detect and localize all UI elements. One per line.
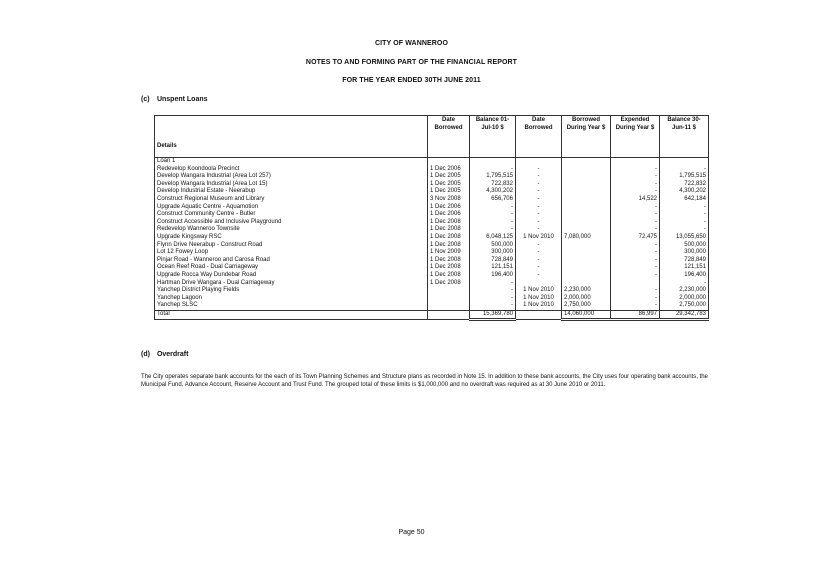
- overdraft-paragraph: The City operates separate bank accounts for the each of its Town Planning Schemes and Structure plans as recorded in Note 15. In addition to these bank accounts, the City uses four operating bank accounts, the Municipal Fund, Advance Account, Reserve Account and Trust Fund. The grouped total of these limits is $1,000,000 and no overdraft was required as at 30 June 2010 or 2011.: [141, 374, 708, 389]
- cell-date-borrowed: 1 Dec 2008: [428, 264, 470, 272]
- cell-expended: -: [611, 181, 660, 189]
- table-header-row: [155, 116, 709, 158]
- cell-balance-close: 2,000,000: [660, 295, 709, 303]
- cell-date-borrowed-2: 1 Nov 2010: [516, 295, 562, 303]
- cell-balance-close: -: [660, 280, 709, 288]
- cell-date-borrowed-2: -: [516, 166, 562, 174]
- cell-balance-close: 642,184: [660, 196, 709, 204]
- cell-date-borrowed-2: -: [516, 204, 562, 212]
- cell-details: Upgrade Aquatic Centre - Aquamotion: [155, 204, 428, 212]
- table-row: [155, 219, 709, 227]
- cell-date-borrowed: 1 Dec 2008: [428, 272, 470, 280]
- cell-details: Ocean Reef Road - Dual Carriageway: [155, 264, 428, 272]
- cell-details: Yanchep District Playing Fields: [155, 287, 428, 295]
- cell-date-borrowed: 1 Dec 2008: [428, 234, 470, 242]
- table-row: [155, 242, 709, 250]
- table-total-row: [155, 310, 709, 320]
- cell-date-borrowed-2: 1 Nov 2010: [516, 302, 562, 310]
- cell-borrowed: 2,750,000: [562, 302, 611, 310]
- cell-date-borrowed-2: -: [516, 188, 562, 196]
- table-row: [155, 188, 709, 196]
- cell-date-borrowed-2: 1 Nov 2010: [516, 287, 562, 295]
- cell-date-borrowed-2: -: [516, 226, 562, 234]
- cell-details: Construct Regional Museum and Library: [155, 196, 428, 204]
- cell-date-borrowed-2: 1 Nov 2010: [516, 234, 562, 242]
- cell-balance-close: 2,230,000: [660, 287, 709, 295]
- cell-borrowed: [562, 249, 611, 257]
- cell-balance-open: -: [470, 219, 516, 227]
- cell-balance-open: 300,000: [470, 249, 516, 257]
- cell-date-borrowed-2: -: [516, 264, 562, 272]
- section-d-title: Overdraft: [156, 351, 189, 358]
- cell-balance-open: -: [470, 166, 516, 174]
- cell-expended: -: [611, 173, 660, 181]
- table-row: [155, 166, 709, 174]
- cell-balance-open: 4,300,202: [470, 188, 516, 196]
- cell-date-borrowed: 1 Dec 2006: [428, 211, 470, 219]
- table-row: [155, 196, 709, 204]
- cell-borrowed: [562, 257, 611, 265]
- cell-borrowed: [562, 280, 611, 288]
- cell-date-borrowed-2: -: [516, 272, 562, 280]
- cell-date-borrowed-2: -: [516, 211, 562, 219]
- total-cell-date-borrowed-2: [516, 310, 562, 320]
- total-cell-details: Total: [155, 310, 428, 320]
- cell-balance-open: -: [470, 226, 516, 234]
- cell-balance-close: 2,750,000: [660, 302, 709, 310]
- table-row: [155, 226, 709, 234]
- cell-expended: -: [611, 295, 660, 303]
- cell-balance-close: 728,849: [660, 257, 709, 265]
- cell-date-borrowed: 1 Dec 2008: [428, 226, 470, 234]
- cell-expended: -: [611, 219, 660, 227]
- cell-borrowed: [562, 226, 611, 234]
- cell-date-borrowed: 1 Dec 2005: [428, 188, 470, 196]
- table-row: [155, 264, 709, 272]
- cell-balance-close: -: [660, 226, 709, 234]
- cell-borrowed: 2,230,000: [562, 287, 611, 295]
- table-row: [155, 280, 709, 288]
- cell-date-borrowed-2: -: [516, 257, 562, 265]
- cell-date-borrowed-2: -: [516, 196, 562, 204]
- table-row: [155, 272, 709, 280]
- cell-borrowed: [562, 196, 611, 204]
- section-d-label: (d): [141, 351, 150, 358]
- cell-balance-close: -: [660, 211, 709, 219]
- table-row: [155, 295, 709, 303]
- cell-details: Yanchep SLSC: [155, 302, 428, 310]
- cell-borrowed: [562, 272, 611, 280]
- cell-details: Flynn Drive Neerabup - Construct Road: [155, 242, 428, 250]
- cell-balance-open: -: [470, 295, 516, 303]
- cell-date-borrowed-2: -: [516, 249, 562, 257]
- section-c-title: Unspent Loans: [156, 96, 208, 103]
- cell-balance-open: 500,000: [470, 242, 516, 250]
- cell-expended: -: [611, 226, 660, 234]
- cell-balance-open: -: [470, 204, 516, 212]
- cell-balance-open: -: [470, 287, 516, 295]
- cell-expended: -: [611, 242, 660, 250]
- cell-details: Loan 1: [155, 158, 428, 166]
- cell-borrowed: [562, 166, 611, 174]
- cell-borrowed: 2,000,000: [562, 295, 611, 303]
- page-number: Page 50: [398, 529, 425, 536]
- cell-expended: [611, 280, 660, 288]
- cell-date-borrowed: [428, 295, 470, 303]
- cell-balance-open: -: [470, 211, 516, 219]
- cell-date-borrowed: 1 Dec 2006: [428, 204, 470, 212]
- cell-details: Develop Industrial Estate - Neerabup: [155, 188, 428, 196]
- cell-balance-open: 196,400: [470, 272, 516, 280]
- table-row: [155, 204, 709, 212]
- cell-expended: -: [611, 204, 660, 212]
- col-borrowed: Borrowed During Year $: [562, 116, 611, 158]
- cell-expended: 14,522: [611, 196, 660, 204]
- cell-expended: -: [611, 249, 660, 257]
- cell-expended: -: [611, 166, 660, 174]
- unspent-loans-table: [154, 115, 709, 321]
- cell-balance-close: [660, 158, 709, 166]
- cell-date-borrowed: 1 Dec 2008: [428, 242, 470, 250]
- cell-details: Pinjar Road - Wanneroo and Carosa Road: [155, 257, 428, 265]
- cell-date-borrowed-2: [516, 158, 562, 166]
- cell-details: Redevelop Wanneroo Townsite: [155, 226, 428, 234]
- col-details: Details: [155, 116, 428, 158]
- total-cell-balance-open: 15,369,780: [470, 310, 516, 320]
- table-row: [155, 302, 709, 310]
- table-row: [155, 249, 709, 257]
- table-row: [155, 287, 709, 295]
- report-subtitle: NOTES TO AND FORMING PART OF THE FINANCIAL REPORT: [305, 59, 518, 66]
- org-title: CITY OF WANNEROO: [374, 40, 449, 47]
- cell-date-borrowed: 3 Nov 2008: [428, 196, 470, 204]
- cell-borrowed: [562, 181, 611, 189]
- cell-balance-open: 121,151: [470, 264, 516, 272]
- cell-expended: -: [611, 272, 660, 280]
- cell-date-borrowed: 1 Dec 2008: [428, 280, 470, 288]
- cell-balance-close: 722,832: [660, 181, 709, 189]
- total-cell-balance-close: 29,342,783: [660, 310, 709, 320]
- table-row: [155, 173, 709, 181]
- col-date-borrowed: Date Borrowed: [428, 116, 470, 158]
- cell-date-borrowed-2: -: [516, 219, 562, 227]
- cell-date-borrowed: [428, 302, 470, 310]
- cell-balance-open: 1,795,515: [470, 173, 516, 181]
- cell-details: Construct Accessible and Inclusive Playground: [155, 219, 428, 227]
- cell-balance-close: 500,000: [660, 242, 709, 250]
- cell-balance-close: 13,055,650: [660, 234, 709, 242]
- total-cell-borrowed: 14,060,000: [562, 310, 611, 320]
- cell-borrowed: [562, 204, 611, 212]
- cell-details: Upgrade Rocca Way Dundebar Road: [155, 272, 428, 280]
- cell-balance-close: 4,300,202: [660, 188, 709, 196]
- cell-expended: -: [611, 188, 660, 196]
- cell-date-borrowed-2: -: [516, 181, 562, 189]
- table-row: [155, 234, 709, 242]
- col-balance-open: Balance 01-Jul-10 $: [470, 116, 516, 158]
- table-row: [155, 211, 709, 219]
- cell-balance-close: 121,151: [660, 264, 709, 272]
- col-date-borrowed-2: Date Borrowed: [516, 116, 562, 158]
- cell-date-borrowed: 1 Dec 2005: [428, 181, 470, 189]
- cell-balance-close: -: [660, 204, 709, 212]
- cell-date-borrowed: 1 Dec 2006: [428, 166, 470, 174]
- cell-date-borrowed: [428, 158, 470, 166]
- cell-date-borrowed: 1 Dec 2008: [428, 219, 470, 227]
- cell-borrowed: [562, 173, 611, 181]
- section-c-label: (c): [141, 96, 150, 103]
- section-c-heading: [141, 96, 208, 103]
- cell-expended: -: [611, 211, 660, 219]
- cell-expended: [611, 158, 660, 166]
- total-cell-date-borrowed: [428, 310, 470, 320]
- table-row: [155, 158, 709, 166]
- cell-borrowed: [562, 188, 611, 196]
- cell-details: Upgrade Kingsway RSC: [155, 234, 428, 242]
- cell-balance-open: 722,832: [470, 181, 516, 189]
- cell-expended: 72,475: [611, 234, 660, 242]
- col-expended: Expended During Year $: [611, 116, 660, 158]
- cell-date-borrowed-2: -: [516, 242, 562, 250]
- report-period: FOR THE YEAR ENDED 30TH JUNE 2011: [342, 77, 481, 84]
- cell-balance-close: -: [660, 219, 709, 227]
- cell-balance-open: [470, 158, 516, 166]
- cell-balance-open: 656,706: [470, 196, 516, 204]
- cell-balance-open: 6,048,125: [470, 234, 516, 242]
- cell-date-borrowed: 1 Dec 2008: [428, 257, 470, 265]
- cell-details: Develop Wangara Industrial (Area Lot 15): [155, 181, 428, 189]
- cell-date-borrowed-2: -: [516, 173, 562, 181]
- cell-borrowed: [562, 219, 611, 227]
- table-row: [155, 257, 709, 265]
- cell-balance-close: 1,795,515: [660, 173, 709, 181]
- cell-borrowed: [562, 264, 611, 272]
- section-d-heading: [141, 351, 188, 358]
- cell-borrowed: [562, 242, 611, 250]
- cell-balance-open: -: [470, 302, 516, 310]
- cell-details: Redevelop Koondoola Precinct: [155, 166, 428, 174]
- cell-details: Yanchep Lagoon: [155, 295, 428, 303]
- cell-balance-close: 300,000: [660, 249, 709, 257]
- cell-balance-open: -: [470, 280, 516, 288]
- cell-balance-close: -: [660, 166, 709, 174]
- table-row: [155, 181, 709, 189]
- cell-details: Develop Wangara Industrial (Area Lot 257): [155, 173, 428, 181]
- cell-details: Construct Community Centre - Butler: [155, 211, 428, 219]
- cell-balance-open: 728,849: [470, 257, 516, 265]
- cell-date-borrowed: 1 Dec 2005: [428, 173, 470, 181]
- total-cell-expended: 86,997: [611, 310, 660, 320]
- col-balance-close: Balance 30-Jun-11 $: [660, 116, 709, 158]
- cell-details: Hartman Drive Wangara - Dual Carriageway: [155, 280, 428, 288]
- cell-borrowed: [562, 158, 611, 166]
- cell-date-borrowed: 1 Nov 2009: [428, 249, 470, 257]
- cell-borrowed: [562, 211, 611, 219]
- cell-details: Lot 12 Fowey Loop: [155, 249, 428, 257]
- cell-balance-close: 196,400: [660, 272, 709, 280]
- cell-expended: -: [611, 257, 660, 265]
- cell-date-borrowed: [428, 287, 470, 295]
- cell-borrowed: 7,080,000: [562, 234, 611, 242]
- cell-expended: -: [611, 302, 660, 310]
- cell-date-borrowed-2: [516, 280, 562, 288]
- cell-expended: -: [611, 287, 660, 295]
- cell-expended: -: [611, 264, 660, 272]
